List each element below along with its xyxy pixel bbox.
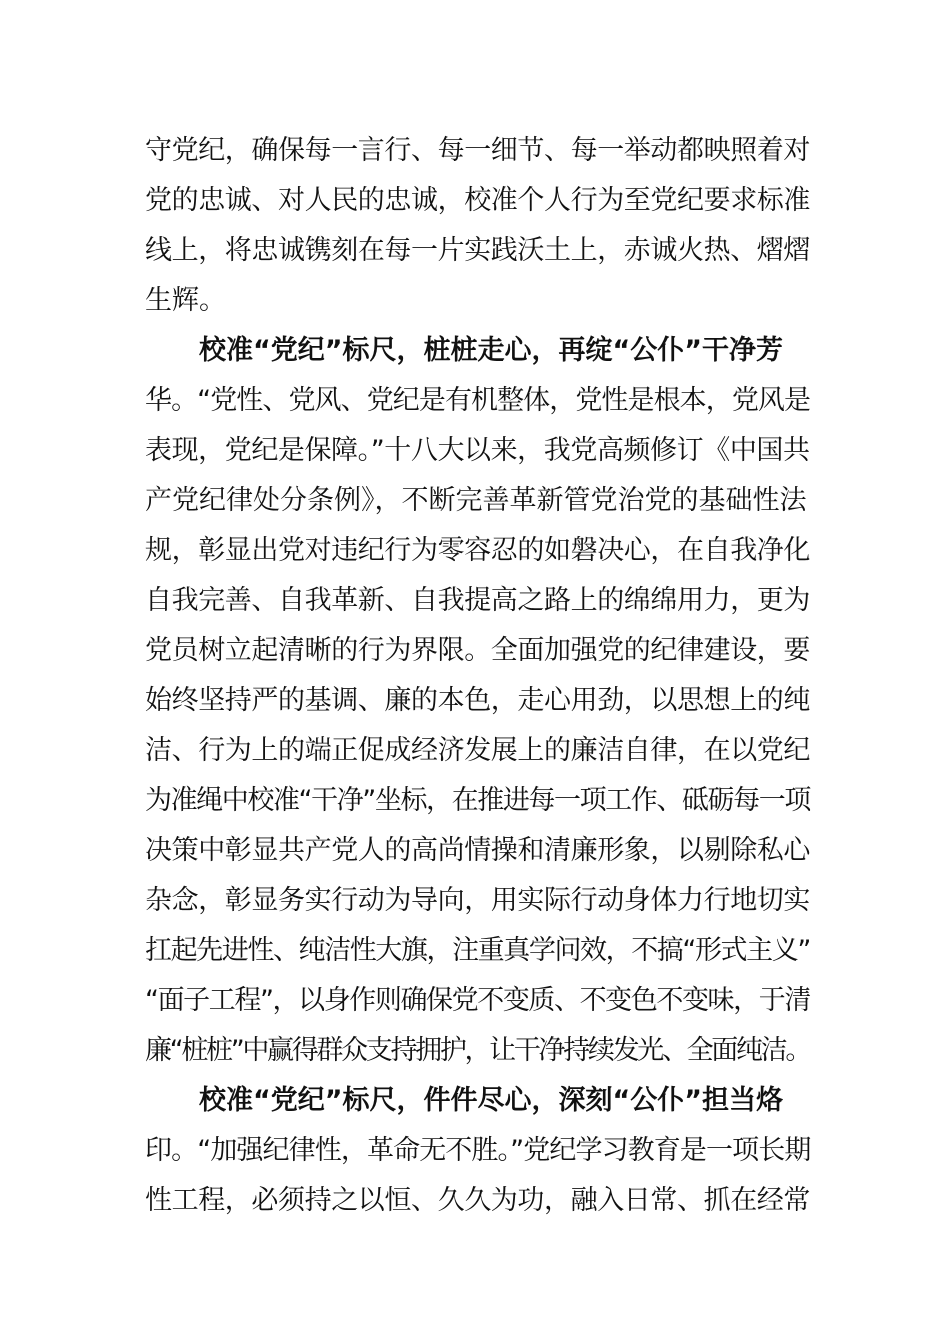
text-line: “面子工程”，以身作则确保党不变质、不变色不变味，于清 xyxy=(145,985,810,1016)
text-line: 印。“加强纪律性，革命无不胜。”党纪学习教育是一项长期 xyxy=(145,1135,811,1166)
section-heading-line: 校准“党纪”标尺，桩桩走心，再绽“公仆”干净芳 xyxy=(199,335,783,366)
body-text xyxy=(145,126,810,1226)
text-line: 性工程，必须持之以恒、久久为功，融入日常、抓在经常 xyxy=(145,1185,810,1216)
text-line: 杂念，彰显务实行动为导向，用实际行动身体力行地切实 xyxy=(145,885,810,916)
text-line: 规，彰显出党对违纪行为零容忍的如磐决心，在自我净化 xyxy=(145,535,810,566)
text-line: 线上，将忠诚镌刻在每一片实践沃土上，赤诚火热、熠熠 xyxy=(145,235,810,266)
text-line: 党的忠诚、对人民的忠诚，校准个人行为至党纪要求标准 xyxy=(145,185,810,216)
text-line: 廉“桩桩”中赢得群众支持拥护，让干净持续发光、全面纯洁。 xyxy=(145,1035,811,1066)
text-line: 生辉。 xyxy=(145,285,226,316)
text-line: 表现，党纪是保障。”十八大以来，我党高频修订《中国共 xyxy=(145,435,810,466)
text-line: 始终坚持严的基调、廉的本色，走心用劲，以思想上的纯 xyxy=(145,685,810,716)
section-heading-line: 校准“党纪”标尺，件件尽心，深刻“公仆”担当烙 xyxy=(199,1085,783,1116)
text-line: 党员树立起清晰的行为界限。全面加强党的纪律建设，要 xyxy=(145,635,810,666)
text-line: 洁、行为上的端正促成经济发展上的廉洁自律，在以党纪 xyxy=(145,735,810,766)
text-line: 产党纪律处分条例》，不断完善革新管党治党的基础性法 xyxy=(145,485,807,516)
text-line: 扛起先进性、纯洁性大旗，注重真学问效，不搞“形式主义” xyxy=(145,935,810,966)
text-line: 自我完善、自我革新、自我提高之路上的绵绵用力，更为 xyxy=(145,585,810,616)
text-line: 华。“党性、党风、党纪是有机整体，党性是根本，党风是 xyxy=(145,385,811,416)
text-line: 决策中彰显共产党人的高尚情操和清廉形象，以剔除私心 xyxy=(145,835,810,866)
text-line: 守党纪，确保每一言行、每一细节、每一举动都映照着对 xyxy=(145,135,810,166)
text-line: 为准绳中校准“干净”坐标，在推进每一项工作、砥砺每一项 xyxy=(145,785,810,816)
